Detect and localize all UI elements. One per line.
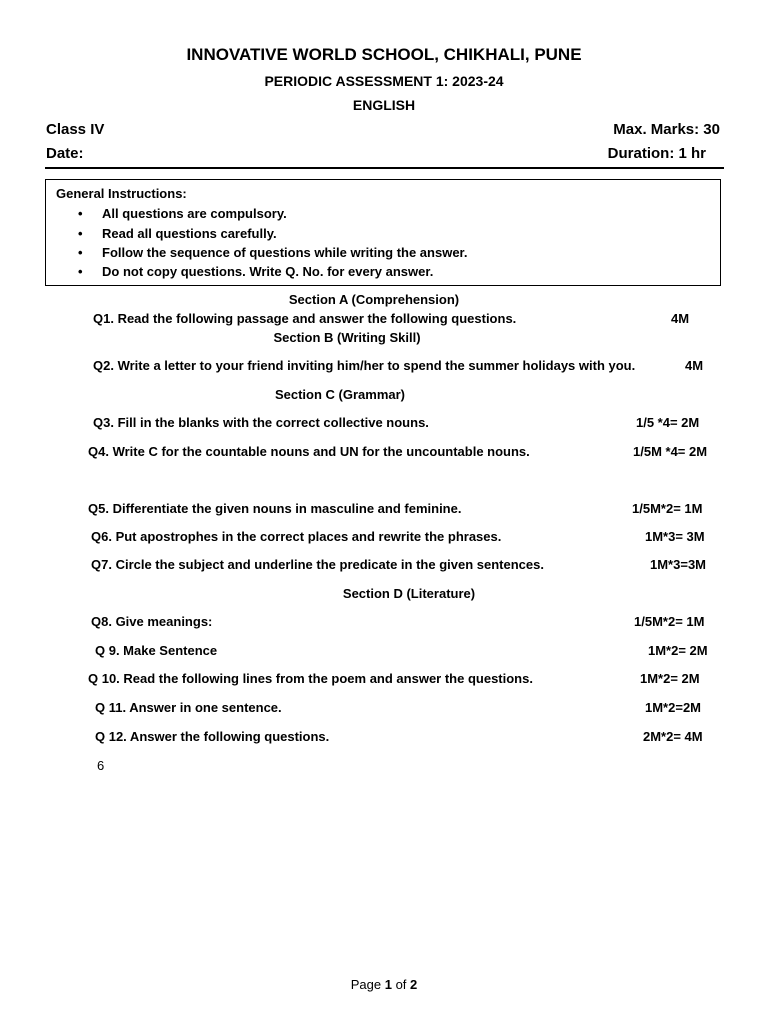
question-text: Q 11. Answer in one sentence. (95, 700, 282, 715)
header-divider (45, 167, 724, 169)
bullet-icon: • (78, 245, 83, 260)
question-marks: 1/5M*2= 1M (632, 501, 703, 516)
question-text: Q 10. Read the following lines from the poem and answer the questions. (88, 671, 533, 686)
stray-number: 6 (97, 758, 105, 773)
page-total: 2 (410, 977, 418, 992)
instruction-item: Read all questions carefully. (102, 226, 277, 241)
question-marks: 1/5 *4= 2M (636, 415, 700, 430)
question-text: Q4. Write C for the countable nouns and UN for the uncountable nouns. (88, 444, 530, 459)
question-marks: 4M (671, 311, 690, 326)
question-marks: 2M*2= 4M (643, 729, 703, 744)
page-of: of (391, 977, 411, 992)
question-marks: 1M*2= 2M (648, 643, 708, 658)
section-c-heading: Section C (Grammar) (274, 387, 406, 402)
question-text: Q5. Differentiate the given nouns in masculine and feminine. (88, 501, 462, 516)
question-marks: 1M*3=3M (650, 557, 706, 572)
page-footer (0, 977, 768, 992)
duration: Duration: 1 hr (607, 145, 706, 162)
max-marks: Max. Marks: 30 (613, 121, 720, 138)
school-name: INNOVATIVE WORLD SCHOOL, CHIKHALI, PUNE (186, 45, 582, 64)
instruction-item: Do not copy questions. Write Q. No. for every answer. (102, 264, 434, 279)
question-text: Q2. Write a letter to your friend inviting him/her to spend the summer holidays with you. (93, 358, 636, 373)
page-prefix: Page (350, 977, 385, 992)
class-label: Class IV (46, 121, 105, 138)
question-marks: 1M*3= 3M (645, 529, 705, 544)
section-d-heading: Section D (Literature) (342, 586, 476, 601)
question-text: Q 12. Answer the following questions. (95, 729, 330, 744)
bullet-icon: • (78, 264, 83, 279)
date-label: Date: (46, 145, 84, 162)
question-text: Q 9. Make Sentence (95, 643, 218, 658)
question-marks: 4M (685, 358, 704, 373)
question-marks: 1M*2= 2M (640, 671, 700, 686)
question-marks: 1/5M *4= 2M (633, 444, 708, 459)
question-text: Q3. Fill in the blanks with the correct collective nouns. (93, 415, 429, 430)
question-marks: 1M*2=2M (645, 700, 701, 715)
page-current: 1 (384, 977, 392, 992)
instruction-item: Follow the sequence of questions while writing the answer. (102, 245, 468, 260)
assessment-title: PERIODIC ASSESSMENT 1: 2023-24 (264, 73, 504, 89)
section-a-heading: Section A (Comprehension) (288, 292, 460, 307)
instruction-item: All questions are compulsory. (102, 206, 287, 221)
question-text: Q1. Read the following passage and answer the following questions. (93, 311, 517, 326)
question-text: Q8. Give meanings: (91, 614, 213, 629)
question-text: Q7. Circle the subject and underline the predicate in the given sentences. (91, 557, 544, 572)
question-marks: 1/5M*2= 1M (634, 614, 705, 629)
bullet-icon: • (78, 226, 83, 241)
subject-title: ENGLISH (352, 97, 416, 113)
bullet-icon: • (78, 206, 83, 221)
instructions-heading: General Instructions: (56, 186, 187, 201)
question-text: Q6. Put apostrophes in the correct places and rewrite the phrases. (91, 529, 502, 544)
section-b-heading: Section B (Writing Skill) (273, 330, 421, 345)
